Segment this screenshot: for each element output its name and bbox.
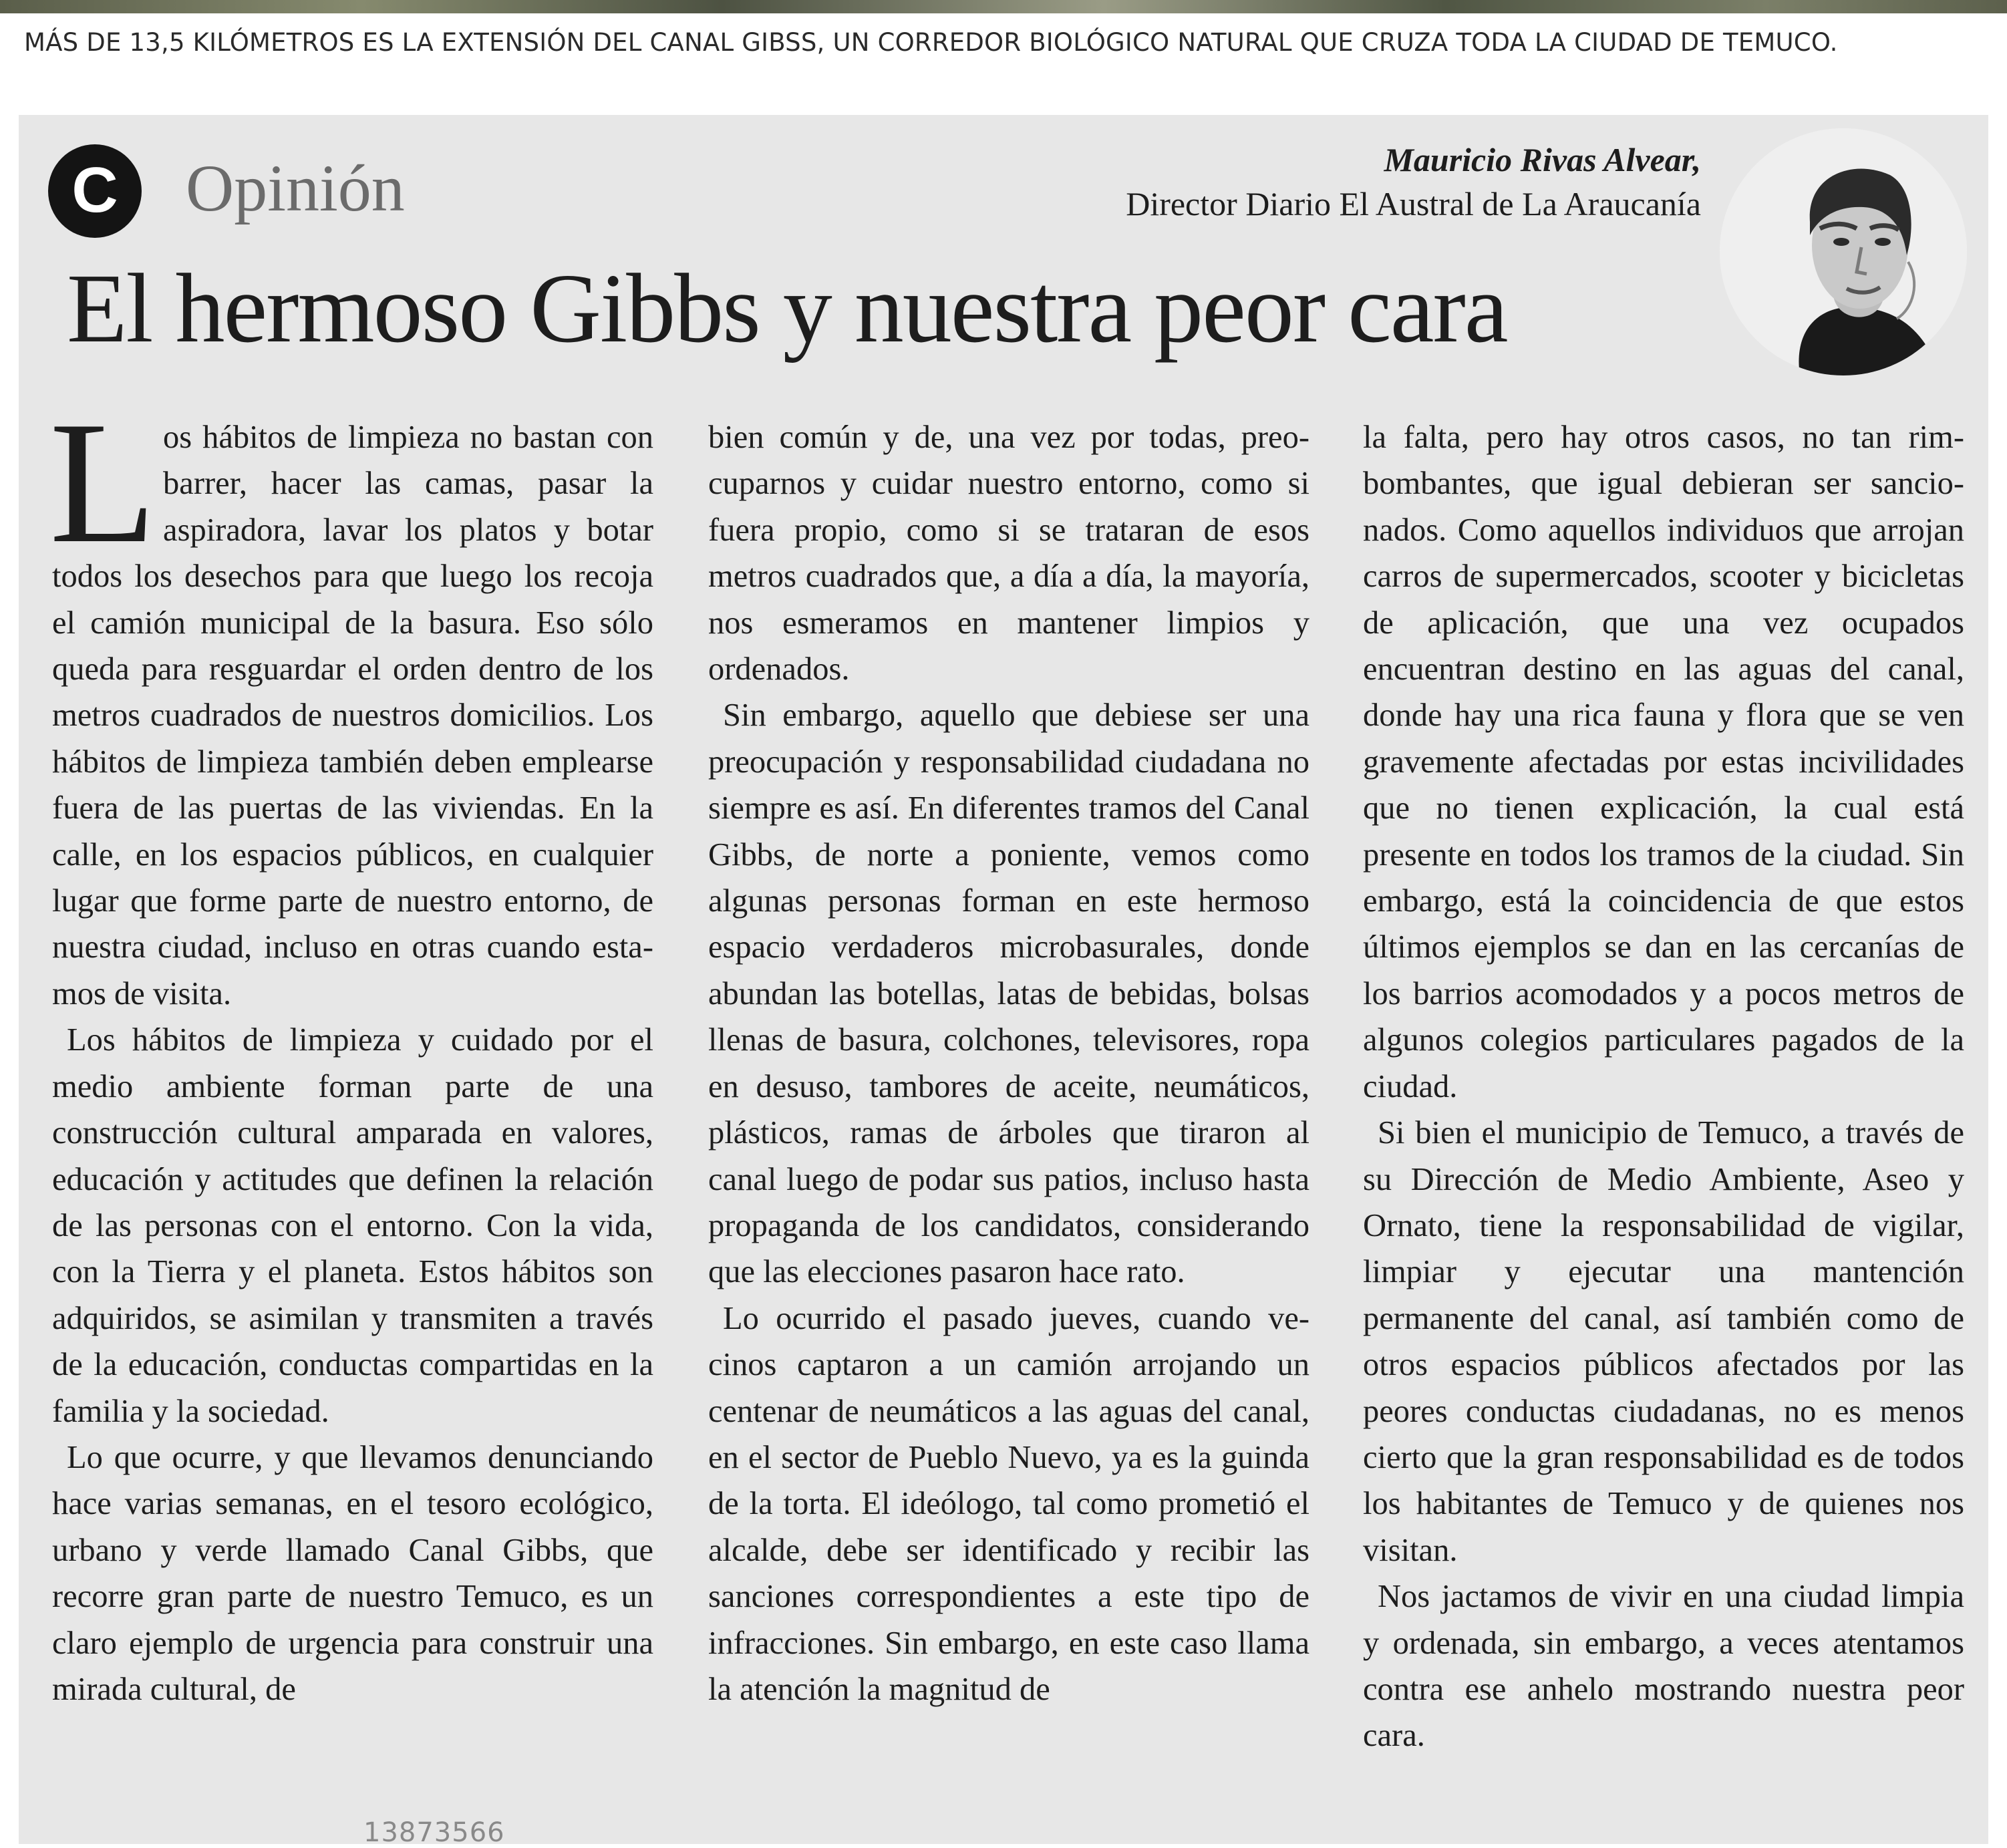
article-paragraph: Sin embargo, aquello que debiese ser una preocupación y responsabilidad ciudadana no siempre es así. En diferentes tramos del Canal Gibbs, de norte a poniente, vemos como algunas personas forman en este hermoso espacio verdaderos microbasurales, donde abundan las botellas, latas de bebidas, bolsas llenas de basura, colchones, televisores, ropa en desuso, tambores de aceite, neumáticos, plásticos, ramas de árboles que tiraron al canal luego de podar sus patios, incluso hasta propaganda de los candidatos, considerando que las elecciones pasaron hace rato. — [708, 698, 1309, 1290]
photo-caption: MÁS DE 13,5 KILÓMETROS ES LA EXTENSIÓN DEL CANAL GIBSS, UN CORREDOR BIOLÓGICO NATURAL QUE CRUZA TODA LA CIUDAD DE TEMUCO. — [24, 28, 1838, 57]
author-role: Director Diario El Austral de La Araucanía — [1126, 185, 1701, 222]
section-name: Opinión — [186, 151, 405, 225]
article-column-2 — [708, 414, 1309, 1712]
article-paragraph: Si bien el municipio de Temuco, a través de su Dirección de Medio Ambiente, Aseo y Ornato, tiene la responsabilidad de vigilar, limpiar y ejecutar una mantención permanente del canal, así también como de otros espacios públicos afectados por las peores conductas ciudadanas, no es menos cierto que la gran responsabilidad es de todos los habitantes de Temuco y de quienes nos visitan. — [1363, 1115, 1964, 1568]
article-paragraph: bien común y de, una vez por todas, preocuparnos y cuidar nuestro entorno, como si fuera propio, como si se trataran de esos metros cuadrados que, a día a día, la mayoría, nos esmeramos en mantener limpios y ordenados. — [708, 420, 1309, 687]
author-portrait-icon — [1720, 128, 1967, 375]
author-name: Mauricio Rivas Alvear, — [1384, 141, 1701, 178]
photo-strip — [0, 0, 2007, 13]
opinion-panel — [19, 115, 1988, 1848]
paragraph-text: os hábitos de limpieza no bastan con barrer, hacer las camas, pasar la aspiradora, lavar los platos y botar todos los desechos para que luego los recoja el camión municipal de la basura. Eso sólo queda para resguardar el orden dentro de los metros cuadrados de nuestros domicilios. Los hábitos de limpieza también deben emplearse fuera de las puertas de las viviendas. En la calle, en los espacios públicos, en cualquier lugar que forme parte de nuestro entorno, de nuestra ciudad, incluso en otras cuando estamos de visita. — [52, 420, 653, 1012]
section-logo-letter: C — [71, 154, 118, 226]
headline: El hermoso Gibbs y nuestra peor cara — [67, 254, 1507, 363]
author-portrait-drawing — [1720, 128, 1967, 375]
article-paragraph: Lo ocurrido el pasado jueves, cuando vecinos captaron a un camión arrojando un centenar de neumáticos a las aguas del canal, en el sector de Pueblo Nuevo, ya es la guinda de la torta. El ideólogo, tal como prometió el alcalde, debe ser identificado y recibir las sanciones correspondientes a este tipo de infracciones. Sin embargo, en este caso llama la atención la magnitud de — [708, 1300, 1309, 1707]
article-paragraph: Los hábitos de limpieza y cuidado por el medio ambiente forman parte de una construcción cultural amparada en valores, educación y actitudes que definen la relación de las personas con el entorno. Con la vida, con la Tierra y el planeta. Estos hábitos son adquiridos, se asimilan y transmiten a través de la educación, conductas compartidas en la familia y la sociedad. — [52, 1022, 653, 1429]
article-paragraph: Lo que ocurre, y que llevamos denunciando hace varias semanas, en el tesoro ecológico, urbano y verde llamado Canal Gibbs, que recorre gran parte de nuestro Temuco, es un claro ejemplo de urgencia para construir una mirada cultural, de — [52, 1439, 653, 1707]
drop-cap: L — [49, 386, 157, 579]
article-paragraph: la falta, pero hay otros casos, no tan rimbombantes, que igual debieran ser sancionados. Como aquellos individuos que arrojan carros de supermercados, scooter y bicicletas de aplicación, que una vez ocupados encuentran destino en las aguas del canal, donde hay una rica fauna y flora que se ven gravemente afectadas por estas incivilidades que no tienen explicación, la cual está presente en todos los tramos de la ciudad. Sin embargo, está la coincidencia de que estos últimos ejemplos se dan en las cercanías de los barrios acomodados y a pocos metros de algunos colegios particulares pagados de la ciudad. — [1363, 420, 1964, 1104]
article-paragraph: Nos jactamos de vivir en una ciudad limpia y ordenada, sin embargo, a veces atentamos contra ese anhelo mostrando nuestra peor cara. — [1363, 1579, 1964, 1754]
section-logo-icon — [48, 144, 142, 238]
article-paragraph — [49, 386, 653, 1017]
watermark-text: 13873566 — [363, 1817, 505, 1848]
article-column-1 — [49, 386, 653, 1712]
article-column-3 — [1363, 414, 1964, 1759]
